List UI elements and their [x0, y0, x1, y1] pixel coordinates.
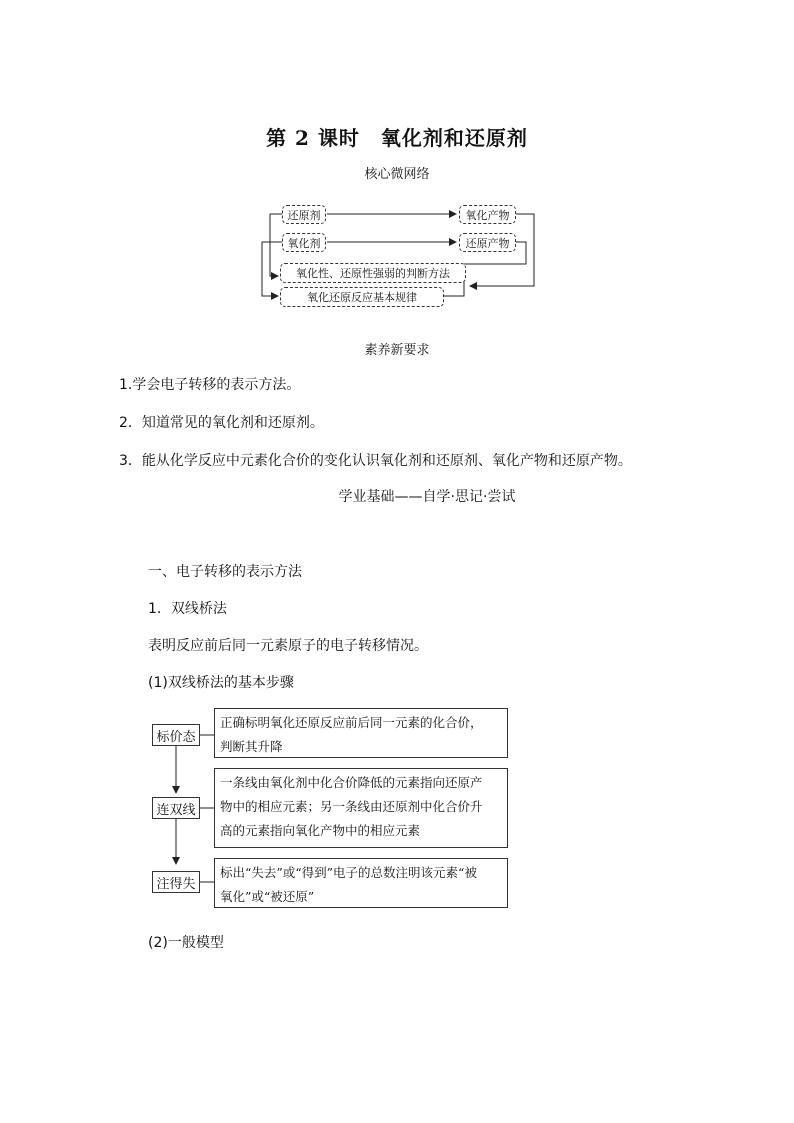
step-description-line: 判断其升降	[220, 739, 283, 754]
node-basic-rules: 氧化还原反应基本规律	[280, 287, 444, 307]
step-description	[214, 768, 508, 848]
requirement-item: 3．能从化学反应中元素化合价的变化认识氧化剂和还原剂、氧化产物和还原产物。	[119, 453, 632, 469]
node-oxidizer: 氧化剂	[282, 233, 326, 252]
requirement-item: 2．知道常见的氧化剂和还原剂。	[119, 415, 324, 431]
step-label-mark-valence: 标价态	[152, 724, 200, 746]
steps-heading: (1)双线桥法的基本步骤	[148, 675, 294, 691]
step-label-note-gain-loss: 注得失	[152, 871, 200, 893]
double-bridge-steps-diagram	[150, 708, 510, 910]
step-description	[214, 708, 508, 758]
section-banner: 学业基础——自学·思记·尝试	[338, 489, 516, 505]
subsection-heading: 1．双线桥法	[148, 601, 227, 617]
core-network-diagram	[258, 198, 538, 313]
step-description-line: 正确标明氧化还原反应前后同一元素的化合价，	[220, 715, 483, 730]
requirements-heading: 素养新要求	[364, 343, 430, 358]
step-description-line: 一条线由氧化剂中化合价降低的元素指向还原产	[220, 775, 483, 790]
network-heading: 核心微网络	[364, 167, 430, 182]
node-reduction-product: 还原产物	[459, 233, 516, 252]
section-heading: 一、电子转移的表示方法	[148, 564, 302, 580]
step-description-line: 标出“失去”或“得到”电子的总数注明该元素“被	[220, 865, 477, 880]
page-title: 第 2 课时 氧化剂和还原剂	[266, 126, 528, 150]
step-label-connect-lines: 连双线	[152, 797, 200, 819]
node-judge-method: 氧化性、还原性强弱的判断方法	[280, 263, 466, 283]
step-description-line: 氧化”或“被还原”	[220, 889, 315, 904]
intro-text: 表明反应前后同一元素原子的电子转移情况。	[148, 638, 428, 654]
model-heading: (2)一般模型	[148, 935, 224, 951]
step-description	[214, 858, 508, 908]
requirement-item: 1.学会电子转移的表示方法。	[119, 377, 301, 393]
step-description-line: 高的元素指向氧化产物中的相应元素	[220, 823, 421, 838]
node-oxidation-product: 氧化产物	[459, 205, 516, 224]
node-reducer: 还原剂	[282, 205, 326, 224]
step-description-line: 物中的相应元素；另一条线由还原剂中化合价升	[220, 799, 483, 814]
